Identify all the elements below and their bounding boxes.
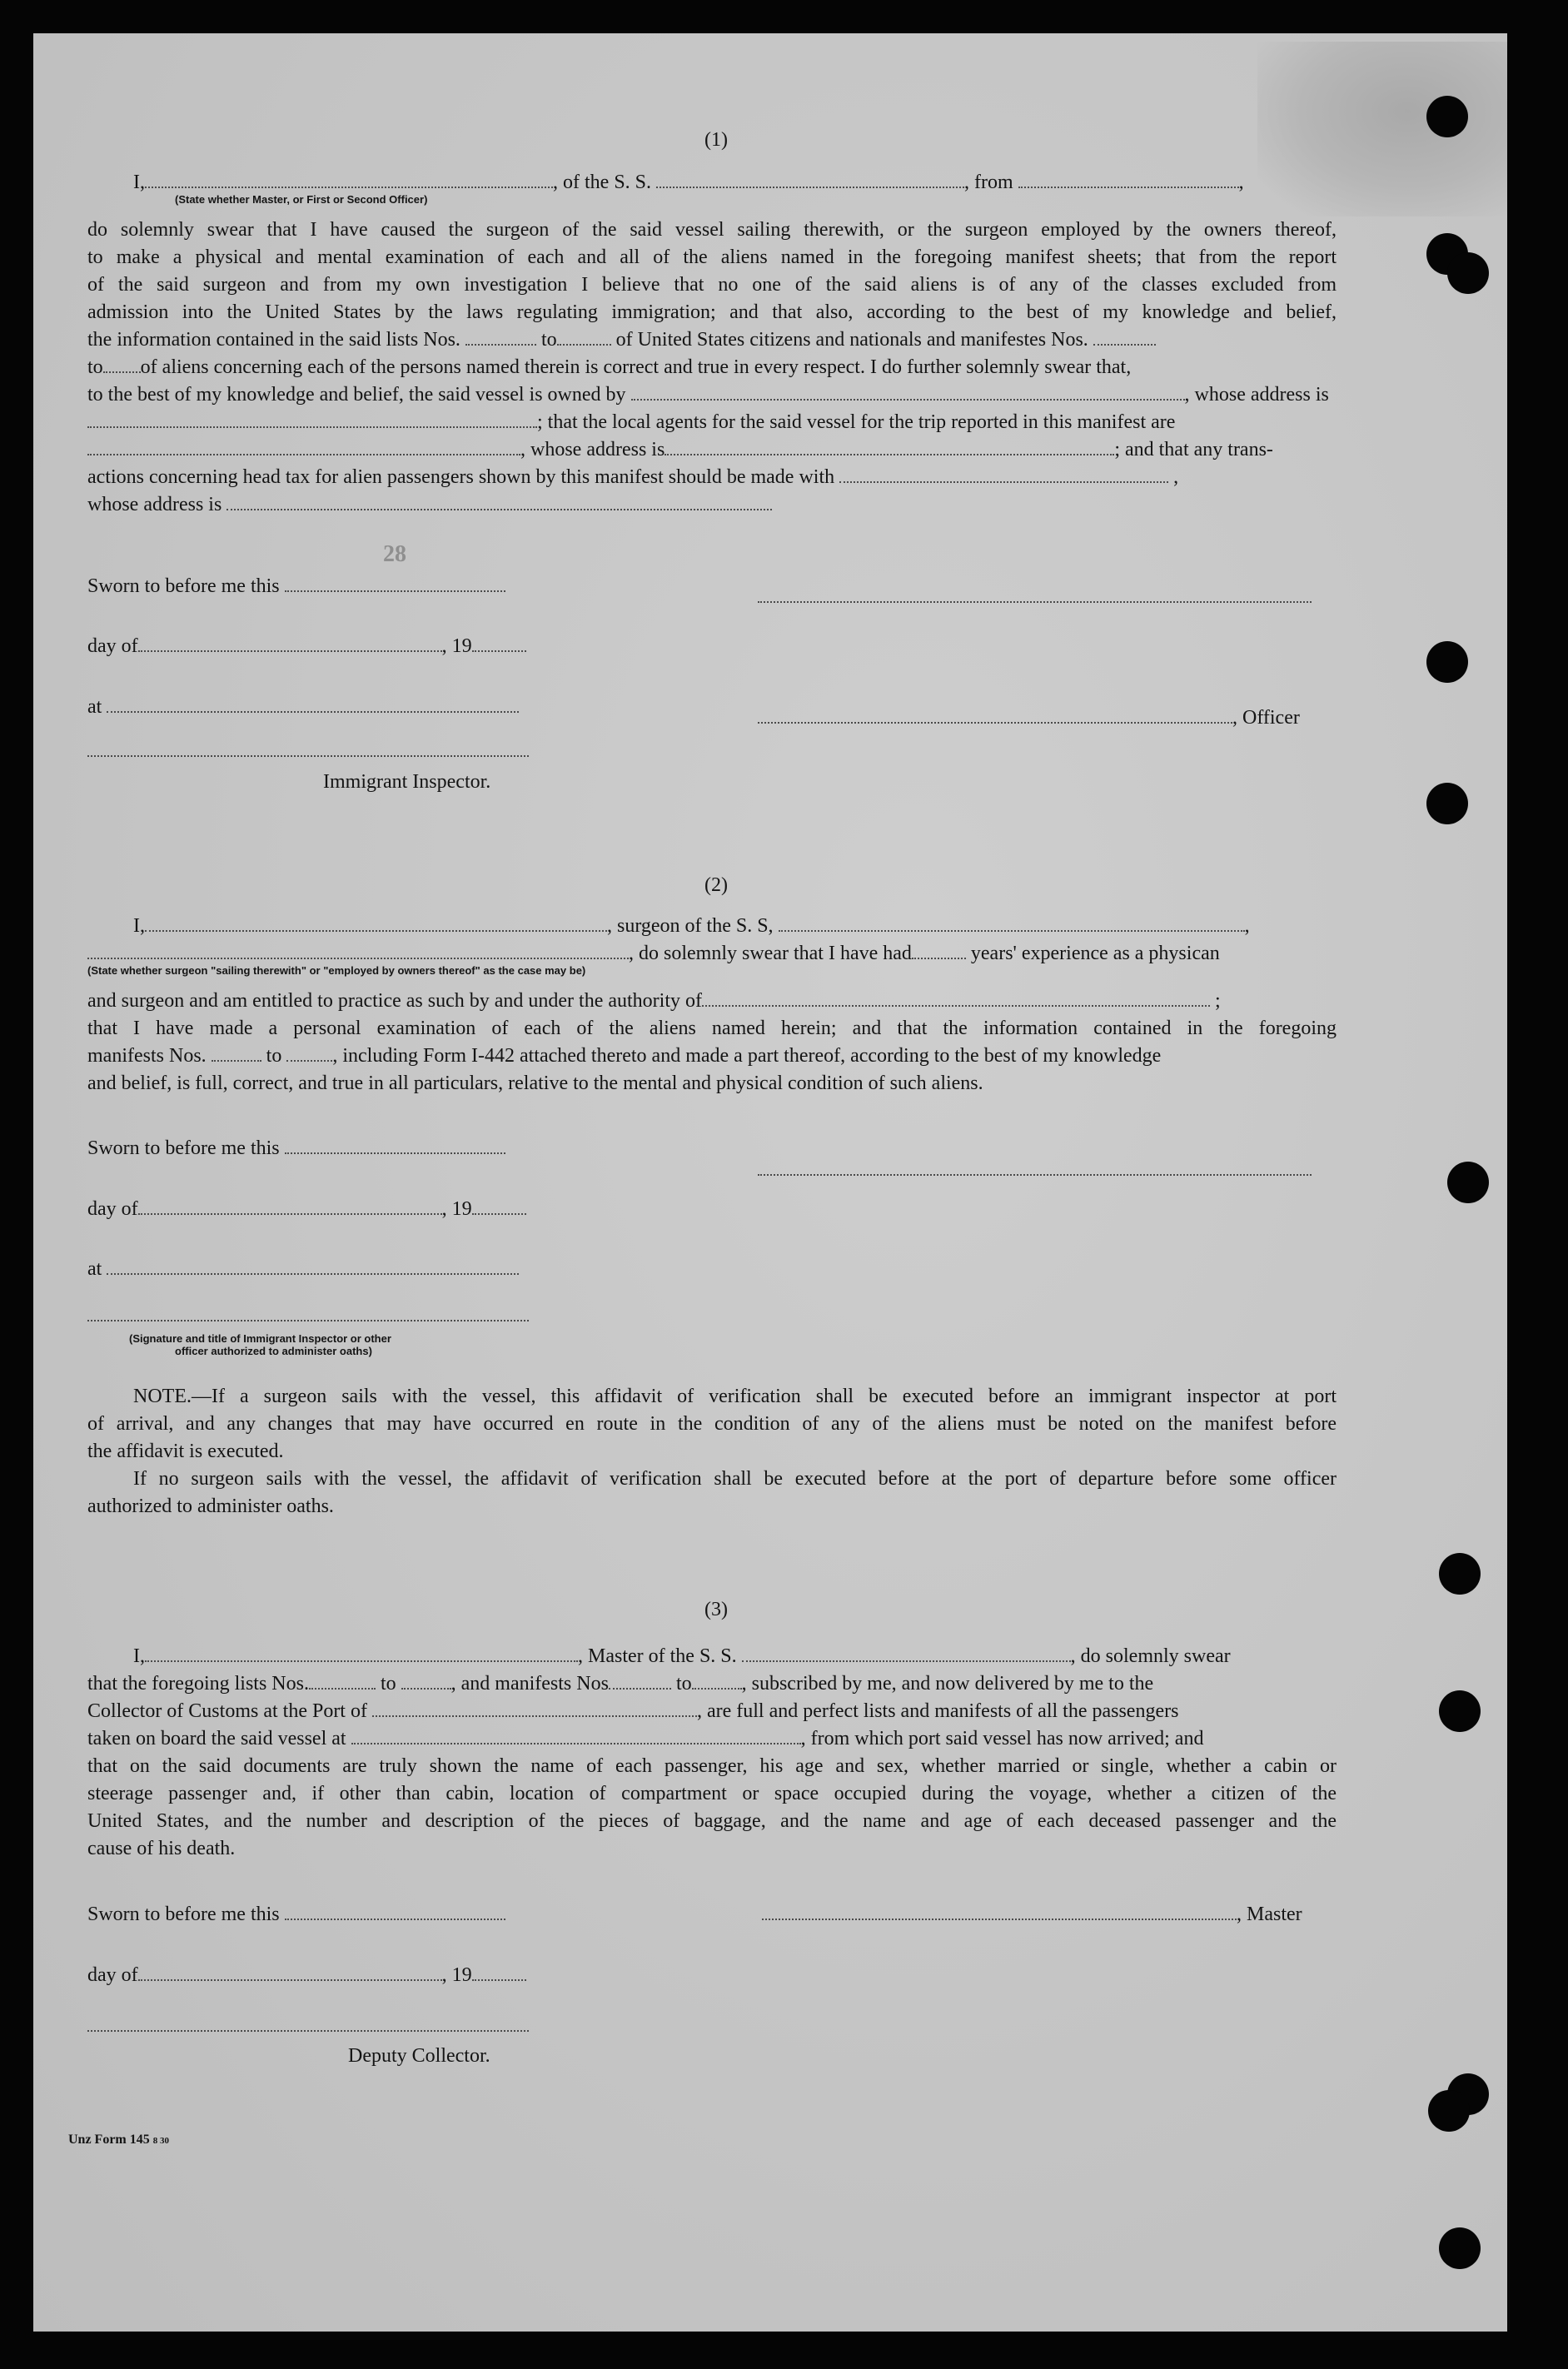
- s3-vessel-field[interactable]: [742, 1645, 1071, 1662]
- section-3-number: (3): [704, 1599, 728, 1620]
- binder-hole: [1426, 96, 1468, 137]
- owner-address-field[interactable]: [87, 411, 537, 428]
- departure-port-field[interactable]: [1018, 172, 1239, 188]
- s3-collector-signature-line[interactable]: [87, 2030, 529, 2032]
- s3-body-line-3: United States, and the number and description of the pieces of baggage, and the name and age of each deceased passenger and the: [87, 1810, 1337, 1832]
- s2-signature-hint-2: officer authorized to administer oaths): [175, 1345, 372, 1357]
- s3-manifest-to[interactable]: [692, 1673, 742, 1690]
- s1-body-line-1: do solemnly swear that I have caused the surgeon of the said vessel sailing therewith, or the surgeon employed by the owners thereof,: [87, 219, 1337, 241]
- note-line-2: of arrival, and any changes that may have occurred en route in the condition of any of the aliens must be noted on the manifest before: [87, 1413, 1337, 1435]
- paper-stain: [1257, 42, 1507, 216]
- s1-officer-signature-field[interactable]: [758, 707, 1232, 724]
- vessel-name-field[interactable]: [656, 172, 964, 188]
- binder-hole: [1439, 1553, 1481, 1595]
- s1-line-9: , whose address is ; and that any trans-: [87, 438, 1273, 461]
- s2-line-4: that I have made a personal examination of each of the aliens named herein; and that the information contained in the foregoing: [87, 1018, 1337, 1039]
- s2-sworn: Sworn to before me this: [87, 1137, 505, 1160]
- s3-collector-title: Deputy Collector.: [348, 2045, 490, 2067]
- surgeon-status-field[interactable]: [87, 943, 629, 959]
- master-name-field[interactable]: [145, 1645, 578, 1662]
- s3-body-line-4: cause of his death.: [87, 1838, 236, 1859]
- s3-line-1: I, , Master of the S. S. , do solemnly swear: [133, 1645, 1231, 1667]
- s1-line-8: ; that the local agents for the said vessel for the trip reported in this manifest are: [87, 411, 1175, 434]
- s1-rank-hint: (State whether Master, or First or Second Officer): [175, 193, 428, 206]
- s1-sworn-day-field[interactable]: [285, 575, 505, 592]
- customs-port-field[interactable]: [372, 1700, 697, 1717]
- binder-hole: [1439, 1690, 1481, 1732]
- s1-year-field[interactable]: [472, 635, 526, 652]
- years-experience-field[interactable]: [912, 943, 966, 959]
- s2-signature-hint-1: (Signature and title of Immigrant Inspector or other: [129, 1332, 391, 1345]
- vessel-owner-field[interactable]: [631, 384, 1185, 401]
- form-number: Unz Form 145 8 30: [68, 2133, 170, 2147]
- note2-line-1: If no surgeon sails with the vessel, the affidavit of verification shall be executed before at the port of departure before some officer: [133, 1468, 1337, 1490]
- s1-line-7: to the best of my knowledge and belief, the said vessel is owned by , whose address is: [87, 384, 1329, 406]
- section-1-number: (1): [704, 129, 728, 151]
- s2-day: day of , 19: [87, 1197, 526, 1221]
- s1-body-line-2: to make a physical and mental examination of each and all of the aliens named in the foregoing manifest sheets; that from the report: [87, 246, 1337, 268]
- s3-body-line-1: that on the said documents are truly shown the name of each passenger, his age and sex, whether married or single, whether a cabin or: [87, 1755, 1337, 1777]
- s3-month-field[interactable]: [138, 1964, 442, 1981]
- s1-body-line-3: of the said surgeon and from my own investigation I believe that no one of the said aliens is of any of the classes excluded from: [87, 274, 1337, 296]
- s2-status-hint: (State whether surgeon "sailing therewith" or "employed by owners thereof" as the case may be): [87, 964, 586, 977]
- boarding-port-field[interactable]: [351, 1728, 801, 1744]
- s3-day: day of , 19: [87, 1963, 526, 1987]
- licensing-authority-field[interactable]: [702, 990, 1210, 1007]
- s2-line-1: I, , surgeon of the S. S, ,: [133, 915, 1250, 937]
- s1-place-field[interactable]: [107, 696, 519, 713]
- local-agents-field[interactable]: [87, 439, 520, 455]
- s3-master-signature-field[interactable]: [762, 1904, 1237, 1920]
- s2-at: at: [87, 1257, 519, 1281]
- s1-month-field[interactable]: [138, 635, 442, 652]
- note-line-1: NOTE.—If a surgeon sails with the vessel, this affidavit of verification shall be executed before an immigrant inspector at port: [133, 1386, 1337, 1407]
- s1-manifest-from[interactable]: [1093, 329, 1156, 346]
- s1-body-line-4: admission into the United States by the laws regulating immigration; and that also, according to the best of my knowledge and belief,: [87, 301, 1337, 323]
- s1-signature-line[interactable]: [758, 601, 1312, 603]
- s1-inspector-title: Immigrant Inspector.: [323, 771, 491, 793]
- surgeon-name-field[interactable]: [145, 915, 607, 932]
- s3-manifest-from[interactable]: [609, 1673, 671, 1690]
- s1-officer: , Officer: [758, 706, 1300, 729]
- s2-manifest-from[interactable]: [212, 1045, 261, 1062]
- s1-line-10: actions concerning head tax for alien passengers shown by this manifest should be made with ,: [87, 466, 1179, 488]
- s2-signature-line[interactable]: [758, 1174, 1312, 1176]
- s1-inspector-signature-line[interactable]: [87, 755, 529, 757]
- agents-address-field[interactable]: [665, 439, 1114, 455]
- s3-sworn: Sworn to before me this: [87, 1903, 505, 1926]
- s2-line-3: and surgeon and am entitled to practice as such by and under the authority of ;: [87, 990, 1221, 1012]
- s2-vessel-field[interactable]: [779, 915, 1245, 932]
- binder-hole: [1428, 2090, 1470, 2132]
- binder-hole: [1447, 252, 1489, 294]
- s2-manifest-to[interactable]: [286, 1045, 332, 1062]
- s1-citizen-list-to[interactable]: [557, 329, 611, 346]
- s2-sworn-day-field[interactable]: [285, 1137, 505, 1154]
- s3-line-2: that the foregoing lists Nos. to , and manifests Nos to , subscribed by me, and now delivered by me to the: [87, 1673, 1154, 1695]
- head-tax-address-field[interactable]: [226, 494, 772, 510]
- s3-body-line-2: steerage passenger and, if other than cabin, location of compartment or space occupied during the voyage, whether a citizen of the: [87, 1783, 1337, 1804]
- s2-line-5: manifests Nos. to , including Form I-442 attached thereto and made a part thereof, according to the best of my knowledge: [87, 1045, 1162, 1067]
- s2-line-6: and belief, is full, correct, and true in all particulars, relative to the mental and physical condition of such aliens.: [87, 1073, 983, 1094]
- s3-list-to[interactable]: [401, 1673, 451, 1690]
- officer-rank-field[interactable]: [145, 172, 553, 188]
- s2-inspector-signature-line[interactable]: [87, 1320, 529, 1321]
- binder-hole: [1439, 2227, 1481, 2269]
- s3-line-4: taken on board the said vessel at , from which port said vessel has now arrived; and: [87, 1728, 1204, 1749]
- s1-at: at: [87, 695, 519, 719]
- s1-citizen-list-from[interactable]: [465, 329, 536, 346]
- faint-stamp: 28: [383, 541, 406, 567]
- binder-hole: [1426, 641, 1468, 683]
- s2-line-2: , do solemnly swear that I have had years' experience as a physican: [87, 942, 1220, 965]
- note-line-3: the affidavit is executed.: [87, 1441, 284, 1462]
- s1-sworn: Sworn to before me this: [87, 575, 505, 598]
- s1-manifest-to[interactable]: [103, 356, 141, 373]
- s2-year-field[interactable]: [472, 1198, 526, 1215]
- binder-hole: [1447, 1162, 1489, 1203]
- s2-place-field[interactable]: [107, 1258, 519, 1275]
- section-2-number: (2): [704, 874, 728, 896]
- s3-line-3: Collector of Customs at the Port of , are full and perfect lists and manifests of all the passengers: [87, 1700, 1179, 1722]
- s1-line-11: whose address is: [87, 493, 772, 516]
- s1-line-1: I, , of the S. S. , from ,: [133, 172, 1244, 193]
- form-page: [33, 33, 1507, 2332]
- s3-master: , Master: [762, 1903, 1302, 1926]
- s1-line-5: the information contained in the said lists Nos. to of United States citizens and nationals and manifestes Nos.: [87, 328, 1156, 351]
- s3-sworn-day-field[interactable]: [285, 1904, 505, 1920]
- s1-day: day of , 19: [87, 635, 526, 658]
- s3-year-field[interactable]: [472, 1964, 526, 1981]
- s2-month-field[interactable]: [138, 1198, 442, 1215]
- head-tax-contact-field[interactable]: [839, 466, 1168, 483]
- s1-line-6: to of aliens concerning each of the persons named therein is correct and true in every respect. I do further solemnly swear that,: [87, 356, 1132, 378]
- note2-line-2: authorized to administer oaths.: [87, 1496, 334, 1517]
- binder-hole: [1426, 783, 1468, 824]
- s3-list-from[interactable]: [309, 1673, 376, 1690]
